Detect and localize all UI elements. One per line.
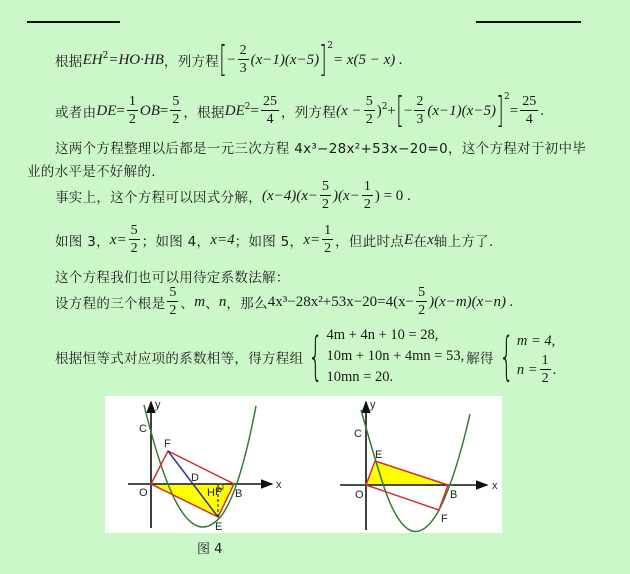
label-F: F [164, 438, 171, 450]
label-D: D [191, 472, 199, 484]
system-row: 4m + 4n + 10 = 28, [326, 327, 439, 343]
label-O: O [139, 487, 148, 499]
left-brace: { [498, 326, 514, 387]
text: ，那么 [226, 296, 268, 312]
math: DE [96, 102, 117, 119]
label-x: x [276, 479, 282, 491]
numerator: 25 [262, 94, 277, 109]
math: x=4 [210, 231, 235, 248]
math: OB [139, 102, 160, 119]
figure-caption: 图 4 [197, 542, 223, 557]
exponent: 2 [244, 102, 251, 112]
math: EH [82, 51, 103, 68]
math: x [427, 231, 434, 248]
numerator: 5 [365, 94, 373, 109]
math: n [218, 293, 227, 310]
math: DE [224, 102, 245, 119]
label-y: y [155, 399, 161, 411]
text: 根据 [55, 54, 83, 70]
math: =HO·HB [108, 51, 164, 68]
figure-5-diagram [340, 402, 487, 532]
math: )(x−m)(x−n) . [429, 293, 514, 310]
left-brace: { [308, 326, 324, 387]
numerator: 1 [363, 179, 371, 194]
text: ；如图 5， [234, 234, 304, 250]
label-x: x [492, 480, 498, 492]
math: (x−1)(x−5) [427, 102, 496, 119]
math: = [250, 102, 259, 119]
right-bracket: ] [319, 39, 328, 80]
denominator: 2 [169, 303, 177, 318]
paragraph-line-4: 业的水平是不好解的. [27, 164, 156, 180]
denominator: 2 [324, 241, 332, 256]
exponent: 2 [327, 41, 333, 51]
numerator: 5 [418, 285, 426, 300]
denominator: 2 [418, 303, 426, 318]
numerator: 1 [541, 352, 549, 368]
denominator: 2 [541, 370, 549, 386]
minus: − [227, 51, 236, 68]
math: . [552, 361, 557, 378]
math: x= [303, 231, 321, 248]
denominator: 2 [130, 241, 138, 256]
math: m [194, 293, 206, 310]
numerator: 5 [322, 179, 330, 194]
paragraph-line-3: 这两个方程整理以后都是一元三次方程 4x³−28x²+53x−20=0，这个方程对于初中毕 [55, 141, 587, 157]
numerator: 2 [416, 94, 424, 109]
solution-row: m = 4, [516, 332, 556, 349]
label-F: F [441, 513, 448, 525]
math: = x(5 − x) . [332, 51, 403, 68]
text: ，根据 [183, 105, 225, 121]
denominator: 2 [365, 112, 373, 127]
math: ) = 0 . [374, 187, 411, 204]
text: 轴上方了. [433, 234, 494, 250]
denominator: 2 [172, 112, 180, 127]
denominator: 2 [363, 197, 371, 212]
paragraph-line-7: 这个方程我们也可以用待定系数法解： [55, 270, 290, 286]
minus: − [403, 102, 413, 119]
label-E: E [215, 521, 223, 533]
left-bracket: [ [396, 90, 404, 131]
denominator: 3 [416, 112, 424, 127]
denominator: 4 [266, 112, 274, 127]
numerator: 5 [172, 94, 180, 109]
math: (x−4)(x− [262, 187, 319, 204]
math: E [404, 231, 414, 248]
label-C: C [139, 423, 147, 435]
right-bracket: ] [496, 90, 504, 131]
exponent: 2 [504, 92, 510, 102]
math: 4x³−28x²+53x−20=4(x− [267, 293, 415, 310]
denominator: 2 [322, 197, 330, 212]
text: 解得 [466, 350, 494, 367]
text: 、 [205, 296, 219, 312]
denominator: 3 [239, 61, 247, 76]
system-row: 10mn = 20. [326, 369, 394, 385]
left-bracket: [ [219, 39, 227, 80]
text: ，列方程 [280, 105, 337, 121]
text: 根据恒等式对应项的系数相等，得方程组 [55, 350, 304, 367]
label-B: B [450, 489, 458, 501]
text: 如图 3， [55, 234, 110, 250]
denominator: 2 [128, 112, 136, 127]
numerator: 2 [239, 43, 247, 58]
text: ；如图 4， [141, 234, 211, 250]
math: ) [376, 102, 382, 119]
text: ，列方程 [163, 54, 220, 70]
text: 或者由 [55, 105, 97, 121]
label-C: C [354, 428, 362, 440]
label-P: P [215, 486, 223, 498]
label-H: H [207, 487, 215, 499]
text: 设方程的三个根是 [55, 296, 166, 312]
numerator: 1 [128, 94, 136, 109]
math: )(x− [333, 187, 360, 204]
label-y: y [370, 399, 376, 411]
system-row: 10m + 10n + 4mn = 53, [326, 348, 465, 364]
math: n = [516, 361, 538, 378]
numerator: 25 [522, 94, 537, 109]
math: . [540, 102, 544, 119]
label-O: O [355, 489, 364, 501]
label-E: E [375, 449, 383, 461]
math: = [509, 102, 519, 119]
figure-4-diagram [128, 402, 272, 528]
exponent: 2 [102, 51, 109, 61]
denominator: 4 [525, 112, 533, 127]
math: = [116, 102, 125, 119]
math: + [387, 102, 396, 119]
exponent: 2 [381, 102, 388, 112]
math: x= [109, 231, 127, 248]
math: (x − [336, 102, 362, 119]
text: 事实上，这个方程可以因式分解， [55, 190, 262, 206]
numerator: 1 [324, 223, 332, 238]
numerator: 5 [130, 223, 138, 238]
numerator: 5 [169, 285, 177, 300]
text: 、 [180, 296, 195, 312]
text: ，但此时点 [335, 234, 405, 250]
math: (x−1)(x−5) [250, 51, 320, 68]
label-B: B [235, 488, 243, 500]
math: = [159, 102, 169, 119]
text: 在 [413, 234, 428, 250]
